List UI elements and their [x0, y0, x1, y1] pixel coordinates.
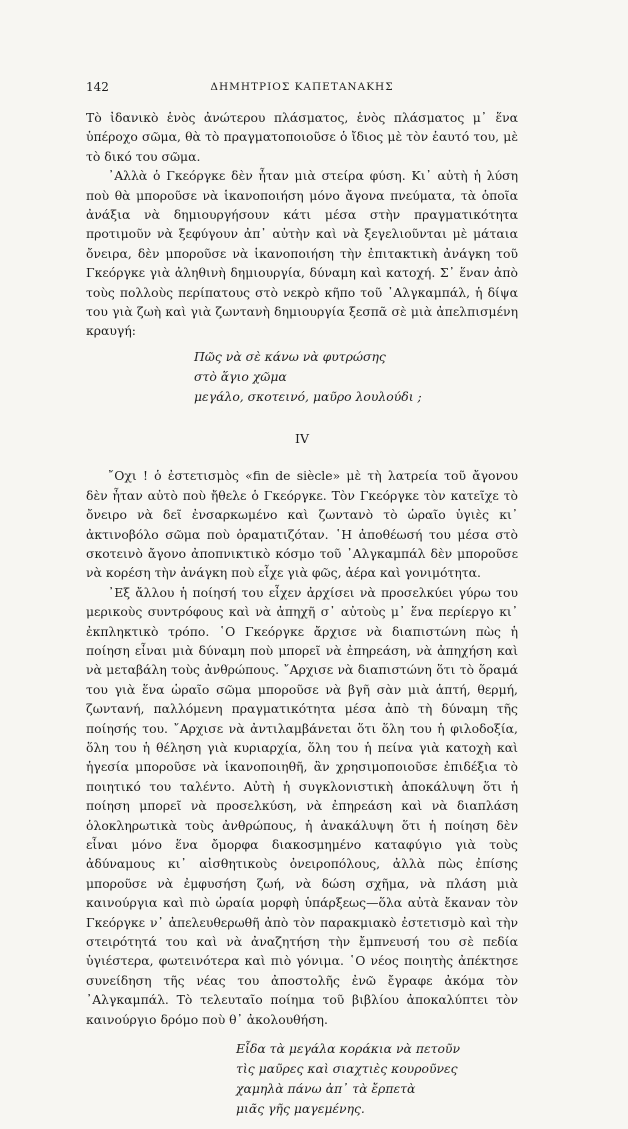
verse-quote: [236, 1039, 518, 1119]
paragraph: ᾿Αλλὰ ὁ Γκεόργκε δὲν ἦταν μιὰ στείρα φύση. Κι᾿ αὐτὴ ἡ λύση ποὺ θὰ μποροῦσε νὰ ἱκανοποιήση μόνο ἄγονα πνεύματα, τὰ ὁποῖα ἀνάξια νὰ δημιουργήσουν κάτι μέσα στὴν πραγματικότητα προτιμοῦν νὰ ξεφύγουν ἀπ᾿ αὐτὴν καὶ νὰ ξεγελιοῦνται μὲ μάταια ὄνειρα, δὲν μποροῦσε νὰ ἱκανοποιήση τὴν ἐπιτακτικὴ ἀνάγκη τοῦ Γκεόργκε γιὰ ἀληθινὴ δημιουργία, δύναμη καὶ κατοχή. Σ᾿ ἕναν ἀπὸ τοὺς πολλοὺς περίπατους στὸ νεκρὸ κῆπο τοῦ ᾿Αλγκαμπάλ, ἡ δίψα του γιὰ ζωὴ καὶ γιὰ ζωντανὴ δημιουργία ξεσπᾶ σὲ μιὰ ἀπελπισμένη κραυγή:: [86, 168, 518, 339]
verse-line: μεγάλο, σκοτεινό, μαῦρο λουλούδι ;: [194, 388, 422, 404]
page-number: 142: [86, 80, 109, 94]
verse-line: Πῶς νὰ σὲ κάνω νὰ φυτρώσης: [194, 348, 386, 364]
running-head: [86, 74, 518, 96]
verse-line: τὶς μαῦρες καὶ σιαχτιὲς κουροῦνες: [236, 1061, 458, 1077]
verse-line: στὸ ἅγιο χῶμα: [194, 368, 287, 384]
paragraph: ᾿Εξ ἄλλου ἡ ποίησή του εἶχεν ἀρχίσει νὰ προσελκύει γύρω του μερικοὺς συντρόφους καὶ νὰ ἀπηχῆ σ᾿ αὐτοὺς μ᾿ ἕνα περίεργο κι᾿ ἐκπληκτικὸ τρόπο. ῾Ο Γκεόργκε ἄρχισε νὰ διαπιστώνη πὼς ἡ ποίηση εἶναι μιὰ δύναμη ποὺ μπορεῖ νὰ ἐπηρεάση, νὰ ἀπηχήση καὶ νὰ μεταβάλη τοὺς ἀνθρώπους. ῎Αρχισε νὰ διαπιστώνη ὅτι τὸ ὅραμά του γιὰ ἕνα ὡραῖο σῶμα μποροῦσε νὰ βγῆ σὰν μιὰ ἁπτή, θερμή, ζωντανή, παλλόμενη πραγματικότητα μέσα ἀπὸ τὴ δύναμη τῆς ποίησής του. ῎Αρχισε νὰ ἀντιλαμβάνεται ὅτι ὅλη του ἡ φιλοδοξία, ὅλη του ἡ θέληση γιὰ κυριαρχία, ὅλη του ἡ πείνα γιὰ κατοχὴ καὶ ἡγεσία μποροῦσε νὰ ἱκανοποιηθῆ, ἂν χρησιμοποιοῦσε ἐπιδέξια τὸ ποιητικό του ταλέντο. Αὐτὴ ἡ συγκλονιστικὴ ἀποκάλυψη ὅτι ἡ ποίηση μπορεῖ νὰ προσελκύση, νὰ ἐπηρεάση καὶ νὰ διαπλάση ὁλοκληρωτικὰ τοὺς ἀνθρώπους, ἡ ἀνακάλυψη ὅτι ἡ ποίηση δὲν εἶναι μόνο ἕνα ὄμορφα διακοσμημένο καταφύγιο γιὰ τοὺς ἀδύναμους κι᾿ αἰσθητικοὺς ὀνειροπόλους, ἀλλὰ πὼς ἐπίσης μποροῦσε νὰ ἐμφυσήση ζωή, νὰ δώση σχῆμα, νὰ πλάση μιὰ καινούργια καὶ πιὸ ὡραία μορφὴ ὑπάρξεως—ὅλα αὐτὰ ἔκαναν τὸν Γκεόργκε ν᾿ ἀπελευθερωθῆ ἀπὸ τὸν παρακμιακὸ ἐστετισμὸ καὶ τὴν στειρότητά του καὶ νὰ ἀναζητήση τὴν ἔμπνευσή του σὲ πεδία ὑγιέστερα, φωτεινότερα καὶ πιὸ γόνιμα. ῾Ο νέος ποιητὴς ἀπέκτησε συνείδηση τῆς νέας του ἀποστολῆς ἐνῶ ἔγραφε ἀκόμα τὸν ᾿Αλγκαμπάλ. Τὸ τελευταῖο ποίημα τοῦ βιβλίου ἀποκαλύπτει τὸν καινούργιο δρόμο ποὺ θ᾿ ἀκολουθήση.: [86, 584, 518, 1027]
section-number: IV: [295, 430, 309, 446]
verse-quote: [194, 347, 518, 407]
verse-line: Εἶδα τὰ μεγάλα κοράκια νὰ πετοῦν: [236, 1041, 460, 1057]
verse-line: χαμηλὰ πάνω ἀπ᾿ τὰ ἔρπετὰ: [236, 1081, 416, 1097]
book-page: [86, 74, 518, 1129]
paragraph: ῎Οχι ! ὁ ἐστετισμὸς «fin de siècle» μὲ τὴ λατρεία τοῦ ἄγονου δὲν ἦταν αὐτὸ ποὺ ἤθελε ὁ Γκεόργκε. Τὸν Γκεόργκε τὸν κατεῖχε τὸ ὄνειρο νὰ δεῖ ἐνσαρκωμένο καὶ ζωντανὸ τὸ ὡραῖο ὑγιὲς κι᾿ ἀκτινοβόλο σῶμα ποὺ ὁραματιζόταν. ῾Η ἀποθέωσή του μέσα στὸ σκοτεινὸ ἄγονο ἀποπνικτικὸ κόσμο τοῦ ᾿Αλγκαμπάλ δὲν μποροῦσε νὰ κορέση τὴν ἀνάγκη ποὺ εἶχε γιὰ φῶς, ἀέρα καὶ γονιμότητα.: [86, 468, 518, 581]
paragraph: Τὸ ἰδανικὸ ἑνὸς ἀνώτερου πλάσματος, ἑνὸς πλάσματος μ᾿ ἕνα ὑπέροχο σῶμα, θὰ τὸ πραγματοποιοῦσε ὁ ἴδιος μὲ τὸν ἑαυτό του, μὲ τὸ δικό του σῶμα.: [86, 110, 518, 164]
verse-line: μιᾶς γῆς μαγεμένης.: [236, 1101, 365, 1117]
running-head-title: ΔΗΜΗΤΡΙΟΣ ΚΑΠΕΤΑΝΑΚΗΣ: [210, 81, 394, 93]
